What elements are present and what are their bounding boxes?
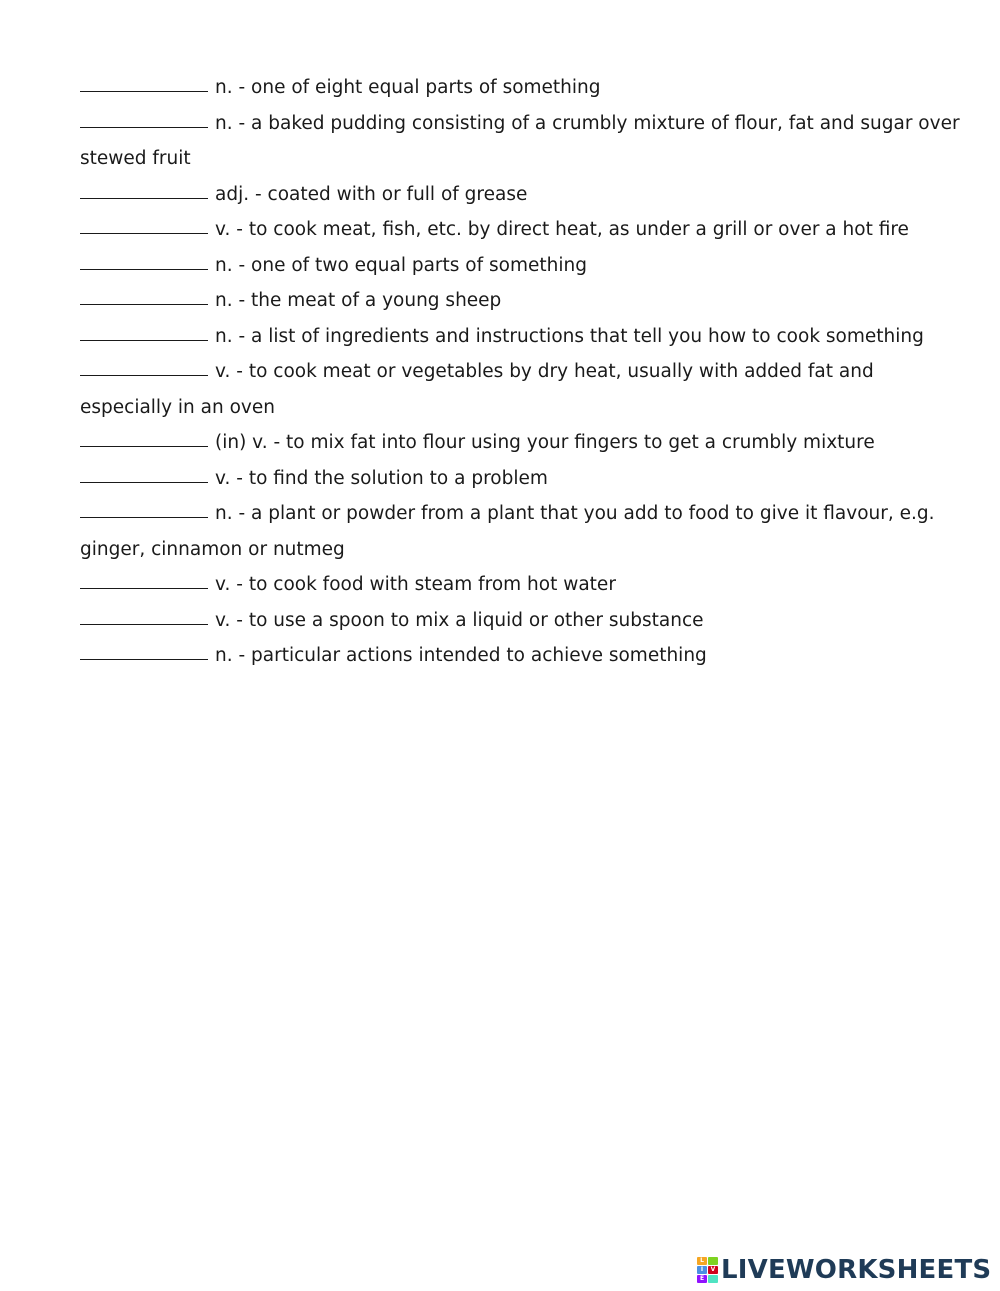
answer-blank[interactable] <box>80 339 208 341</box>
logo-block <box>708 1275 718 1283</box>
logo-block: E <box>697 1275 707 1283</box>
definition-text: adj. - coated with or full of grease <box>215 183 528 205</box>
answer-blank[interactable] <box>80 587 208 589</box>
definition-item <box>80 638 970 674</box>
logo-block: L <box>697 1257 707 1265</box>
definition-item <box>80 248 970 284</box>
definition-item <box>80 461 970 497</box>
definition-item <box>80 70 970 106</box>
definition-item <box>80 567 970 603</box>
definition-item <box>80 354 970 425</box>
answer-blank[interactable] <box>80 374 208 376</box>
definition-item <box>80 283 970 319</box>
answer-blank[interactable] <box>80 445 208 447</box>
answer-blank[interactable] <box>80 268 208 270</box>
definition-item <box>80 603 970 639</box>
definition-text: n. - particular actions intended to achieve something <box>215 645 707 666</box>
answer-blank[interactable] <box>80 516 208 518</box>
logo-block <box>708 1257 718 1265</box>
logo-block: I <box>697 1266 707 1274</box>
definition-text: v. - to cook meat, fish, etc. by direct heat, as under a grill or over a hot fire <box>215 219 909 240</box>
definition-text: n. - a list of ingredients and instructions that tell you how to cook something <box>215 325 924 347</box>
definition-item <box>80 496 970 567</box>
definition-text: n. - the meat of a young sheep <box>215 290 502 311</box>
definition-text: v. - to use a spoon to mix a liquid or other substance <box>215 609 704 631</box>
logo-block: V <box>708 1266 718 1274</box>
answer-blank[interactable] <box>80 232 208 234</box>
definition-item <box>80 425 970 461</box>
answer-blank[interactable] <box>80 658 208 660</box>
logo-wordmark: LIVEWORKSHEETS <box>721 1255 992 1285</box>
definition-text: n. - a plant or powder from a plant that you add to food to give it flavour, e.g. ginger, cinnamon or nutmeg <box>80 503 935 560</box>
definition-text: n. - one of two equal parts of something <box>215 254 587 276</box>
definition-item <box>80 106 970 177</box>
answer-blank[interactable] <box>80 481 208 483</box>
definition-text: n. - a baked pudding consisting of a crumbly mixture of flour, fat and sugar over stewed fruit <box>80 112 960 169</box>
answer-blank[interactable] <box>80 126 208 128</box>
definition-text: v. - to find the solution to a problem <box>215 467 548 489</box>
definition-text: n. - one of eight equal parts of something <box>215 77 601 98</box>
definition-text: (in) v. - to mix fat into flour using your fingers to get a crumbly mixture <box>215 432 875 453</box>
logo-blocks-icon <box>697 1257 718 1283</box>
definition-item <box>80 319 970 355</box>
answer-blank[interactable] <box>80 303 208 305</box>
definition-item <box>80 177 970 213</box>
answer-blank[interactable] <box>80 197 208 199</box>
definition-text: v. - to cook food with steam from hot water <box>215 574 616 595</box>
definition-item <box>80 212 970 248</box>
definition-text: v. - to cook meat or vegetables by dry heat, usually with added fat and especially in an oven <box>80 361 874 418</box>
liveworksheets-logo <box>697 1254 991 1286</box>
answer-blank[interactable] <box>80 623 208 625</box>
worksheet <box>80 70 970 674</box>
answer-blank[interactable] <box>80 90 208 92</box>
